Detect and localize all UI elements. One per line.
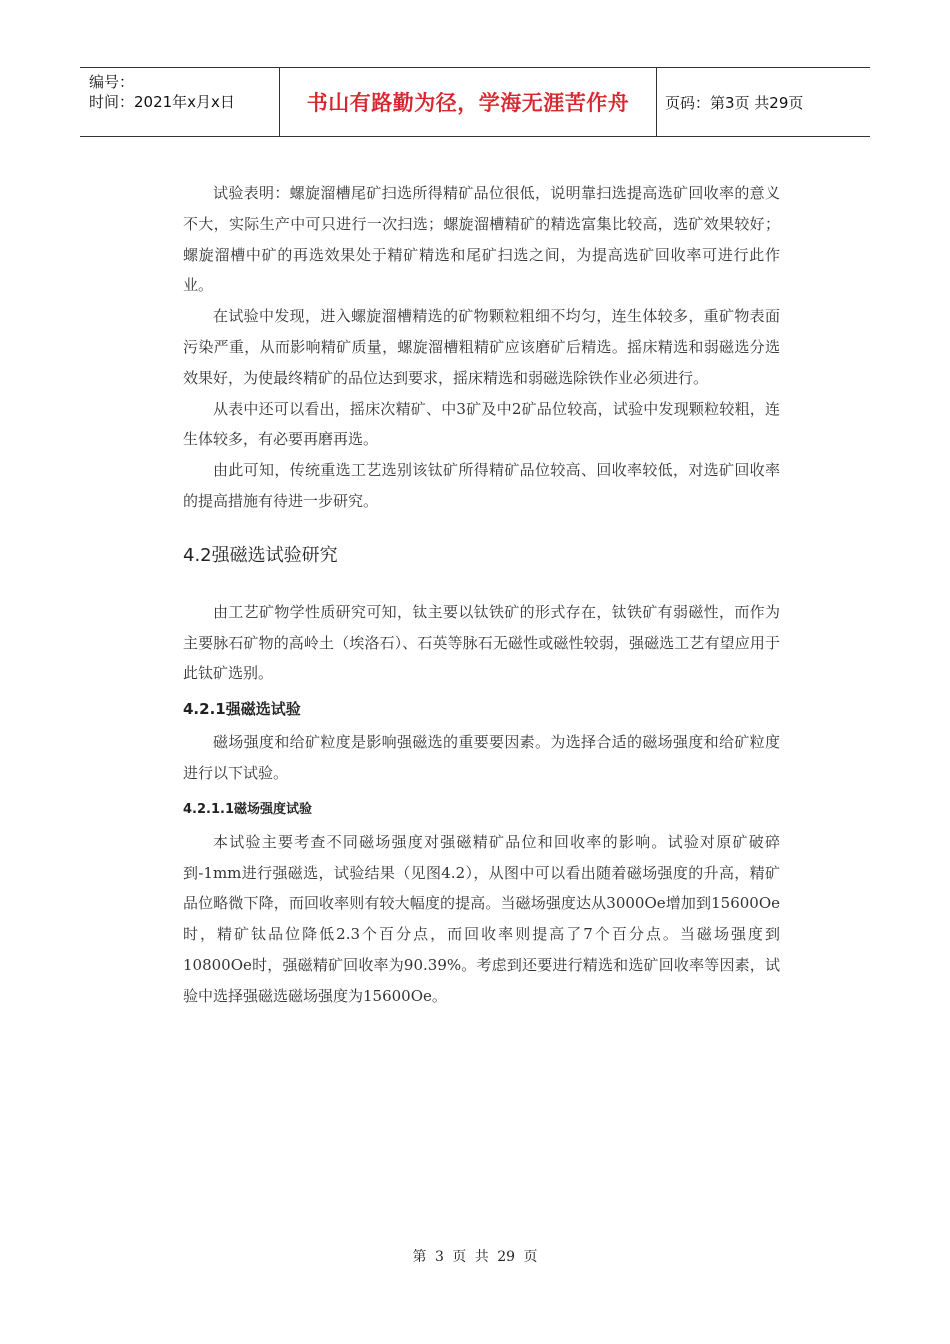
- body-paragraph: 试验表明：螺旋溜槽尾矿扫选所得精矿品位很低，说明靠扫选提高选矿回收率的意义不大，实际生产中可只进行一次扫选；螺旋溜槽精矿的精选富集比较高，选矿效果较好；螺旋溜槽中矿的再选效果处于精矿精选和尾矿扫选之间，为提高选矿回收率可进行此作业。: [183, 184, 780, 295]
- body-paragraph: 由此可知，传统重选工艺选别该钛矿所得精矿品位较高、回收率较低，对选矿回收率的提高措施有待进一步研究。: [183, 461, 780, 510]
- page-header: [80, 67, 870, 137]
- section-paragraph: 由工艺矿物学性质研究可知，钛主要以钛铁矿的形式存在，钛铁矿有弱磁性，而作为主要脉石矿物的高岭土（埃洛石）、石英等脉石无磁性或磁性较弱，强磁选工艺有望应用于此钛矿选别。: [183, 602, 780, 683]
- subsubsection-paragraph: 本试验主要考查不同磁场强度对强磁精矿品位和回收率的影响。试验对原矿破碎到-1mm进行强磁选，试验结果（见图4.2），从图中可以看出随着磁场强度的升高，精矿品位略微下降，而回收率则有较大幅度的提高。当磁场强度达从3000Oe增加到15600Oe时，精矿钛品位降低2.3个百分点，而回收率则提高了7个百分点。当磁场强度到10800Oe时，强磁精矿回收率为90.39%。考虑到还要进行精选和选矿回收率等因素，试验中选择强磁选磁场强度为15600Oe。: [183, 832, 780, 1005]
- subsection-heading: 4.2.1强磁选试验: [183, 700, 301, 719]
- body-paragraph: 从表中还可以看出，摇床次精矿、中3矿及中2矿品位较高，试验中发现颗粒较粗，连生体较多，有必要再磨再选。: [183, 399, 780, 449]
- header-page-info: 页码：第3页 共29页: [665, 93, 804, 112]
- subsection-paragraph: 磁场强度和给矿粒度是影响强磁选的重要要因素。为选择合适的磁场强度和给矿粒度进行以下试验。: [183, 733, 780, 782]
- header-code-label: 编号：: [89, 73, 135, 91]
- subsubsection-heading: 4.2.1.1磁场强度试验: [183, 801, 312, 817]
- header-motto: 书山有路勤为径，学海无涯苦作舟: [280, 68, 657, 136]
- body-paragraph: 在试验中发现，进入螺旋溜槽精选的矿物颗粒粗细不均匀，连生体较多，重矿物表面污染严重，从而影响精矿质量，螺旋溜槽粗精矿应该磨矿后精选。摇床精选和弱磁选分选效果好，为使最终精矿的品位达到要求，摇床精选和弱磁选除铁作业必须进行。: [183, 307, 780, 387]
- page-footer: 第 3 页 共 29 页: [412, 1249, 538, 1265]
- header-meta: [80, 68, 280, 136]
- header-time-label: 时间：2021年x月x日: [89, 93, 235, 111]
- document-body: [183, 178, 780, 1012]
- section-heading: 4.2强磁选试验研究: [183, 544, 338, 566]
